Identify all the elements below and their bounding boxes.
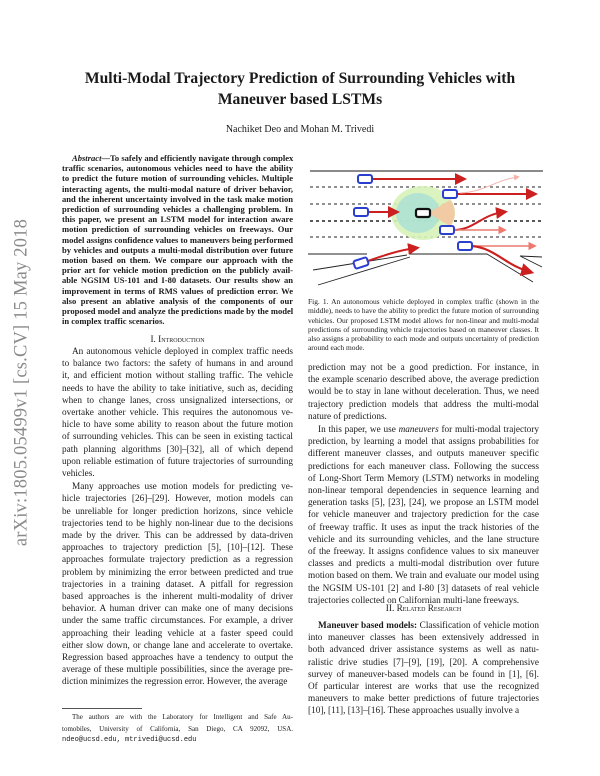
text-line: needs to have the ability to take initiative, such as, deciding	[62, 383, 293, 394]
text-line: path planning algorithms [30]–[32], all of which depend	[62, 444, 293, 455]
vehicle-icon	[440, 226, 454, 234]
title-line: Maneuver based LSTMs	[217, 91, 383, 108]
emphasis-text: maneuvers	[398, 425, 439, 436]
text-line: interacting agents, the multi-modal nature of driver behavior,	[62, 183, 293, 194]
text-line: both advanced driver assistance systems as well as natu-	[308, 645, 539, 656]
text-line: prediction of surrounding vehicles a challenging problem. In	[62, 204, 293, 215]
introduction-text	[62, 346, 293, 689]
text-line: trajectories in a training dataset. A pitfall for regression	[62, 579, 293, 590]
text-line: the NGSIM US-101 [2] and I-80 [3] datasets of real vehicle	[308, 583, 539, 594]
authors: Nachiket Deo and Mohan M. Trivedi	[225, 124, 375, 135]
text-line: the example scenario described above, the average prediction	[308, 375, 539, 386]
text-line: An autonomous vehicle deployed in complex traffic needs	[72, 347, 293, 357]
text-line: around each mode.	[308, 343, 365, 353]
text-line: under the same traffic circumstances. For example, a driver	[62, 616, 293, 627]
section-heading-introduction: I. Introduction	[150, 335, 205, 345]
text-line: into maneuver classes has been extensively addressed in	[308, 633, 539, 644]
text-line: prediction, by learning a model that assigns probabilities for	[308, 437, 539, 448]
figure-caption	[308, 297, 539, 353]
text-line: predictions for each maneuver class. Following the success	[308, 461, 539, 472]
text-line: Many approaches use motion models for predicting ve-	[72, 482, 293, 493]
text-line: Of particular interest are works that use the recognized	[308, 682, 539, 693]
text-line: based approaches is the inherent multi-modality of driver	[62, 592, 293, 603]
text-segment: —To safely and efficiently navigate through complex	[101, 153, 294, 163]
text-line: non-linear temporal dependencies in sequence learning and	[308, 486, 539, 497]
text-line: made by the driver. This can be addressed by data-driven	[62, 531, 293, 542]
text-line: trajectories tend to be highly non-linear due to the decisions	[62, 518, 293, 529]
text-segment: Classification of vehicle motion	[417, 621, 539, 631]
text-line: Regression based approaches have a tendency to output the	[62, 653, 293, 664]
text-line: motion prediction of surrounding vehicles on freeways. Our	[62, 224, 293, 235]
section-heading-related-research: II. Related Research	[385, 604, 462, 614]
ego-vehicle-icon	[416, 209, 430, 217]
text-line: diction minimizes the regression error. However, the average	[62, 677, 288, 688]
text-line: this paper, we present an LSTM model for interaction aware	[62, 214, 293, 225]
related-research-text	[308, 620, 539, 718]
text-line: trajectory prediction models that address the multi-modal	[308, 399, 539, 410]
exit-ramp-edge	[410, 254, 533, 282]
text-line: of Long-Short Term Memory (LSTM) networks in modeling	[308, 473, 539, 484]
text-segment: In this paper, we use	[318, 425, 399, 436]
vehicle-icon	[443, 190, 457, 198]
footnote-divider	[62, 708, 142, 709]
text-line: approaching their leading vehicle at a faster speed could	[62, 628, 293, 639]
text-line: upon reliable estimation of future trajectories of surrounding	[62, 456, 293, 467]
text-line: classes and predicts a multi-modal distribution over future	[308, 559, 539, 570]
text-line: different maneuver classes, and outputs maneuver specific	[308, 449, 539, 460]
text-line: also assigns a probability to each mode and outputs uncertainty of prediction	[308, 334, 539, 344]
text-line: average of these multiple possibilities, since the average pre-	[62, 665, 293, 676]
text-line: vehicle and its surrounding vehicles, and the lane structure	[308, 534, 539, 545]
text-line	[308, 424, 539, 436]
text-line: traffic scenarios, autonomous vehicles need to have the ability	[62, 163, 293, 174]
text-line: nature of predictions.	[308, 411, 387, 422]
footnote-line: The authors are with the Laboratory for Intelligent and Safe Au-	[72, 713, 293, 721]
text-line: middle), needs to have the ability to predict the future motion of surrounding	[308, 306, 539, 316]
text-line: for vehicle maneuver and trajectory prediction for the case	[308, 510, 539, 521]
text-line: in complex traffic scenarios.	[62, 316, 165, 327]
text-line	[308, 620, 539, 632]
vehicle-icon	[354, 208, 368, 216]
introduction-text-continued	[308, 362, 539, 607]
exit-ramp-edge	[520, 256, 542, 267]
text-line: prior art for vehicle motion prediction on the publicly avail-	[62, 265, 293, 276]
footnote-line: tomobiles, University of California, San Diego, CA 92092, USA.	[62, 724, 293, 733]
text-line: proposed model and analyze the predictions made by the model	[62, 306, 294, 317]
vehicle-icon	[458, 242, 472, 250]
footnote	[62, 712, 293, 747]
vehicle-icon	[358, 175, 372, 183]
title-line: Multi-Modal Trajectory Prediction of Surrounding Vehicles with	[84, 70, 516, 87]
text-line: overtake another vehicle. This requires the autonomous ve-	[62, 408, 293, 419]
text-line: when to change lanes, cross unsignalized intersections, or	[62, 395, 293, 406]
text-line: to balance two factors: the safety of humans in and around	[62, 359, 293, 370]
text-line: of the freeway. It assigns confidence values to six maneuver	[308, 547, 539, 558]
text-line: it, and efficient motion without stalling traffic. The vehicle	[62, 371, 293, 382]
text-line: Fig. 1. An autonomous vehicle deployed in complex traffic (shown in the	[308, 297, 539, 306]
text-line: motion based on them. We compare our approach with the	[62, 255, 293, 266]
bold-run-in-heading: Maneuver based models:	[318, 621, 418, 631]
text-line: able NGSIM US-101 and I-80 datasets. Our results show an	[62, 275, 293, 286]
text-segment: for multi-modal trajectory	[438, 425, 539, 436]
footnote-emails: ndeo@ucsd.edu, mtrivedi@ucsd.edu	[62, 736, 197, 744]
text-line: vehicles.	[62, 469, 95, 480]
text-line: by vehicles and outputs a multi-modal distribution over future	[62, 244, 293, 255]
emphasis-text: Abstract	[72, 153, 102, 163]
text-line: generation tasks [5], [23], [24], we propose an LSTM model	[308, 498, 539, 509]
text-line: would be to stay in lane without deceleration. Thus, we need	[308, 387, 539, 398]
text-line: improvement in terms of RMS values of prediction error. We	[62, 285, 293, 296]
abstract	[62, 153, 293, 326]
text-line: problem by minimizing the error between predicted and true	[62, 567, 293, 578]
text-line: and the inherent uncertainty involved in the task make motion	[62, 193, 293, 204]
text-line: approaches formulate trajectory prediction as a regression	[62, 555, 293, 566]
text-line: ralistic drive studies [7]–[9], [19], [20]. A comprehensive	[308, 657, 539, 668]
text-line: hicle trajectories [26]–[29]. However, motion models can	[62, 494, 293, 505]
figure-1-traffic-scene	[300, 160, 560, 290]
text-line: trajectories collected on Californian multi-lane freeways.	[308, 595, 520, 606]
text-line: behavior. A human driver can make one of many decisions	[62, 604, 293, 615]
text-line: prediction may not be a good prediction. For instance, in	[308, 363, 539, 373]
text-line: vehicles. Our proposed LSTM model allows for non-linear and multi-modal	[308, 315, 539, 325]
text-line: approaches to trajectory prediction [5], [10]–[12]. These	[62, 543, 293, 554]
text-line: either slow down, or change lane and accelerate to overtake.	[62, 640, 293, 651]
text-line: predictions of surrounding vehicle trajectories based on maneuver classes. It	[308, 324, 539, 334]
text-line: be unreliable for longer prediction horizons, since vehicle	[62, 506, 293, 517]
text-line: hicle to have some ability to reason about the future motion	[62, 420, 293, 431]
vehicle-icon	[353, 257, 369, 269]
text-line: of surrounding vehicles. This can be seen in existing tactical	[62, 432, 293, 443]
text-line	[62, 153, 293, 163]
text-line: survey of maneuver-based models can be found in [1], [6].	[308, 669, 539, 680]
text-line: motion based on them. We train and evaluate our model using	[308, 571, 539, 582]
text-line: to predict the future motion of surrounding vehicles. Multiple	[62, 173, 293, 184]
paper-title	[40, 68, 560, 110]
text-line: model assigns confidence values to maneuvers being performed	[62, 234, 293, 245]
text-line: of freeway traffic. It uses as input the track histories of the	[308, 522, 539, 533]
arxiv-stamp: arXiv:1805.05499v1 [cs.CV] 15 May 2018	[11, 218, 32, 547]
text-line: [10], [11], [13]–[16]. These approaches usually involve a	[308, 706, 520, 717]
text-line: maneuvers to make better predictions of future trajectories	[308, 694, 539, 705]
text-line: also present an ablative analysis of the components of our	[62, 295, 293, 306]
